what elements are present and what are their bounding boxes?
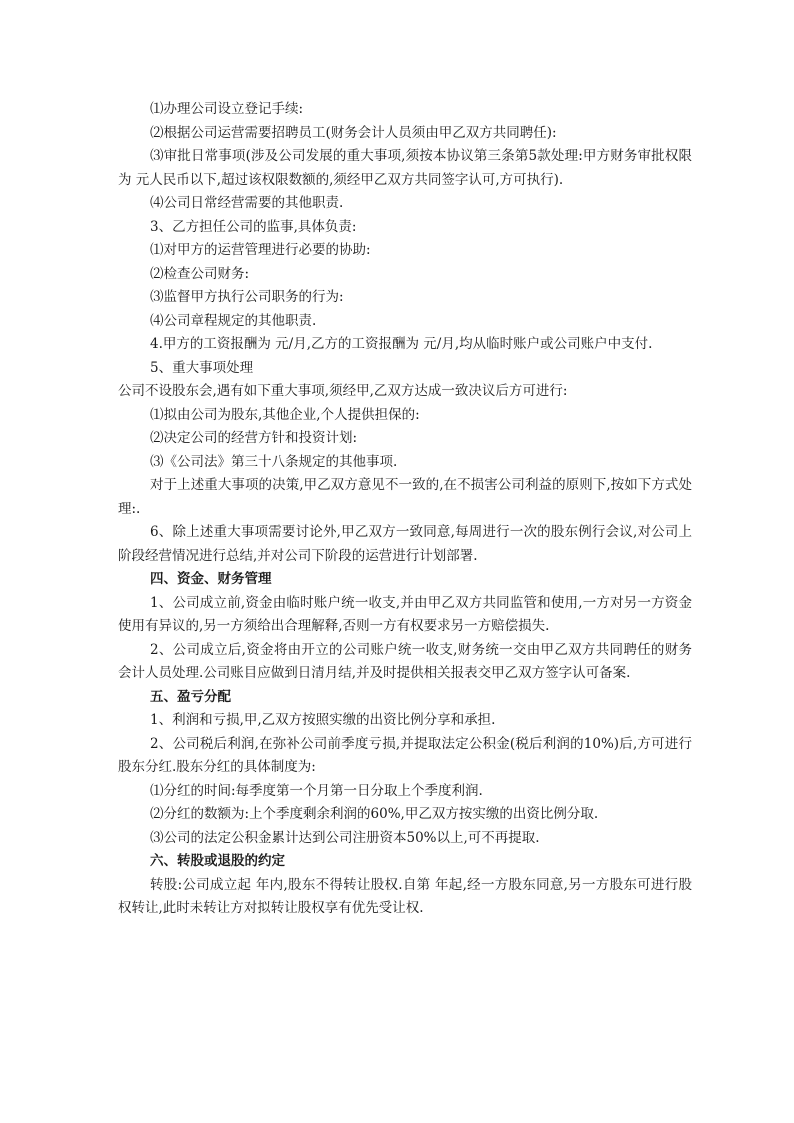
paragraph: ⑷公司日常经营需要的其他职责. [150,195,344,211]
paragraph: ⑷公司章程规定的其他职责. [150,312,317,329]
paragraph: ⑶审批日常事项(涉及公司发展的重大事项,须按本协议第三条第5款处理:甲方财务审批权限为 元人民币以下,超过该权限数额的,须经甲乙双方共同签字认可,方可执行). [118,148,692,188]
paragraph: 6、除上述重大事项需要讨论外,甲乙双方一致同意,每周进行一次的股东例行会议,对公司上阶段经营情况进行总结,并对公司下阶段的运营进行计划部署. [118,524,692,564]
paragraph: 转股:公司成立起 年内,股东不得转让股权.自第 年起,经一方股东同意,另一方股东可进行股权转让,此时未转让方对拟转让股权享有优先受让权. [118,876,692,916]
paragraph: ⑴分红的时间:每季度第一个月第一日分取上个季度利润. [150,782,483,799]
paragraph: 对于上述重大事项的决策,甲乙双方意见不一致的,在不损害公司利益的原则下,按如下方式处理:. [118,477,692,517]
section-heading: 六、转股或退股的约定 [150,853,285,869]
document-body [118,98,692,921]
paragraph: ⑴办理公司设立登记手续: [150,101,304,117]
paragraph: 4.甲方的工资报酬为 元/月,乙方的工资报酬为 元/月,均从临时账户或公司账户中支付. [150,336,653,352]
paragraph: ⑵检查公司财务: [150,265,250,282]
paragraph: 2、公司成立后,资金将由开立的公司账户统一收支,财务统一交由甲乙双方共同聘任的财务会计人员处理.公司账目应做到日清月结,并及时提供相关报表交甲乙双方签字认可备案. [118,641,692,681]
paragraph: ⑴对甲方的运营管理进行必要的协助: [150,242,371,258]
paragraph: ⑶公司的法定公积金累计达到公司注册资本50%以上,可不再提取. [150,829,540,846]
paragraph: ⑴拟由公司为股东,其他企业,个人提供担保的: [150,406,420,423]
paragraph: 公司不设股东会,遇有如下重大事项,须经甲,乙双方达成一致决议后方可进行: [118,383,568,399]
paragraph: ⑵根据公司运营需要招聘员工(财务会计人员须由甲乙双方共同聘任): [150,124,557,141]
paragraph: 2、公司税后利润,在弥补公司前季度亏损,并提取法定公积金(税后利润的10%)后,方可进行股东分红.股东分红的具体制度为: [118,735,692,775]
paragraph: ⑵分红的数额为:上个季度剩余利润的60%,甲乙双方按实缴的出资比例分取. [150,806,599,822]
paragraph: 5、重大事项处理 [150,359,254,376]
paragraph: ⑵决定公司的经营方针和投资计划: [150,430,358,446]
paragraph: 3、乙方担任公司的监事,具体负责: [150,218,357,235]
section-heading: 四、资金、财务管理 [150,571,272,587]
paragraph: ⑶《公司法》第三十八条规定的其他事项. [150,453,398,470]
section-heading: 五、盈亏分配 [150,688,231,705]
paragraph: 1、利润和亏损,甲,乙双方按照实缴的出资比例分享和承担. [150,712,496,728]
paragraph: 1、公司成立前,资金由临时账户统一收支,并由甲乙双方共同监管和使用,一方对另一方资金使用有异议的,另一方须给出合理解释,否则一方有权要求另一方赔偿损失. [118,594,692,634]
paragraph: ⑶监督甲方执行公司职务的行为: [150,289,344,305]
